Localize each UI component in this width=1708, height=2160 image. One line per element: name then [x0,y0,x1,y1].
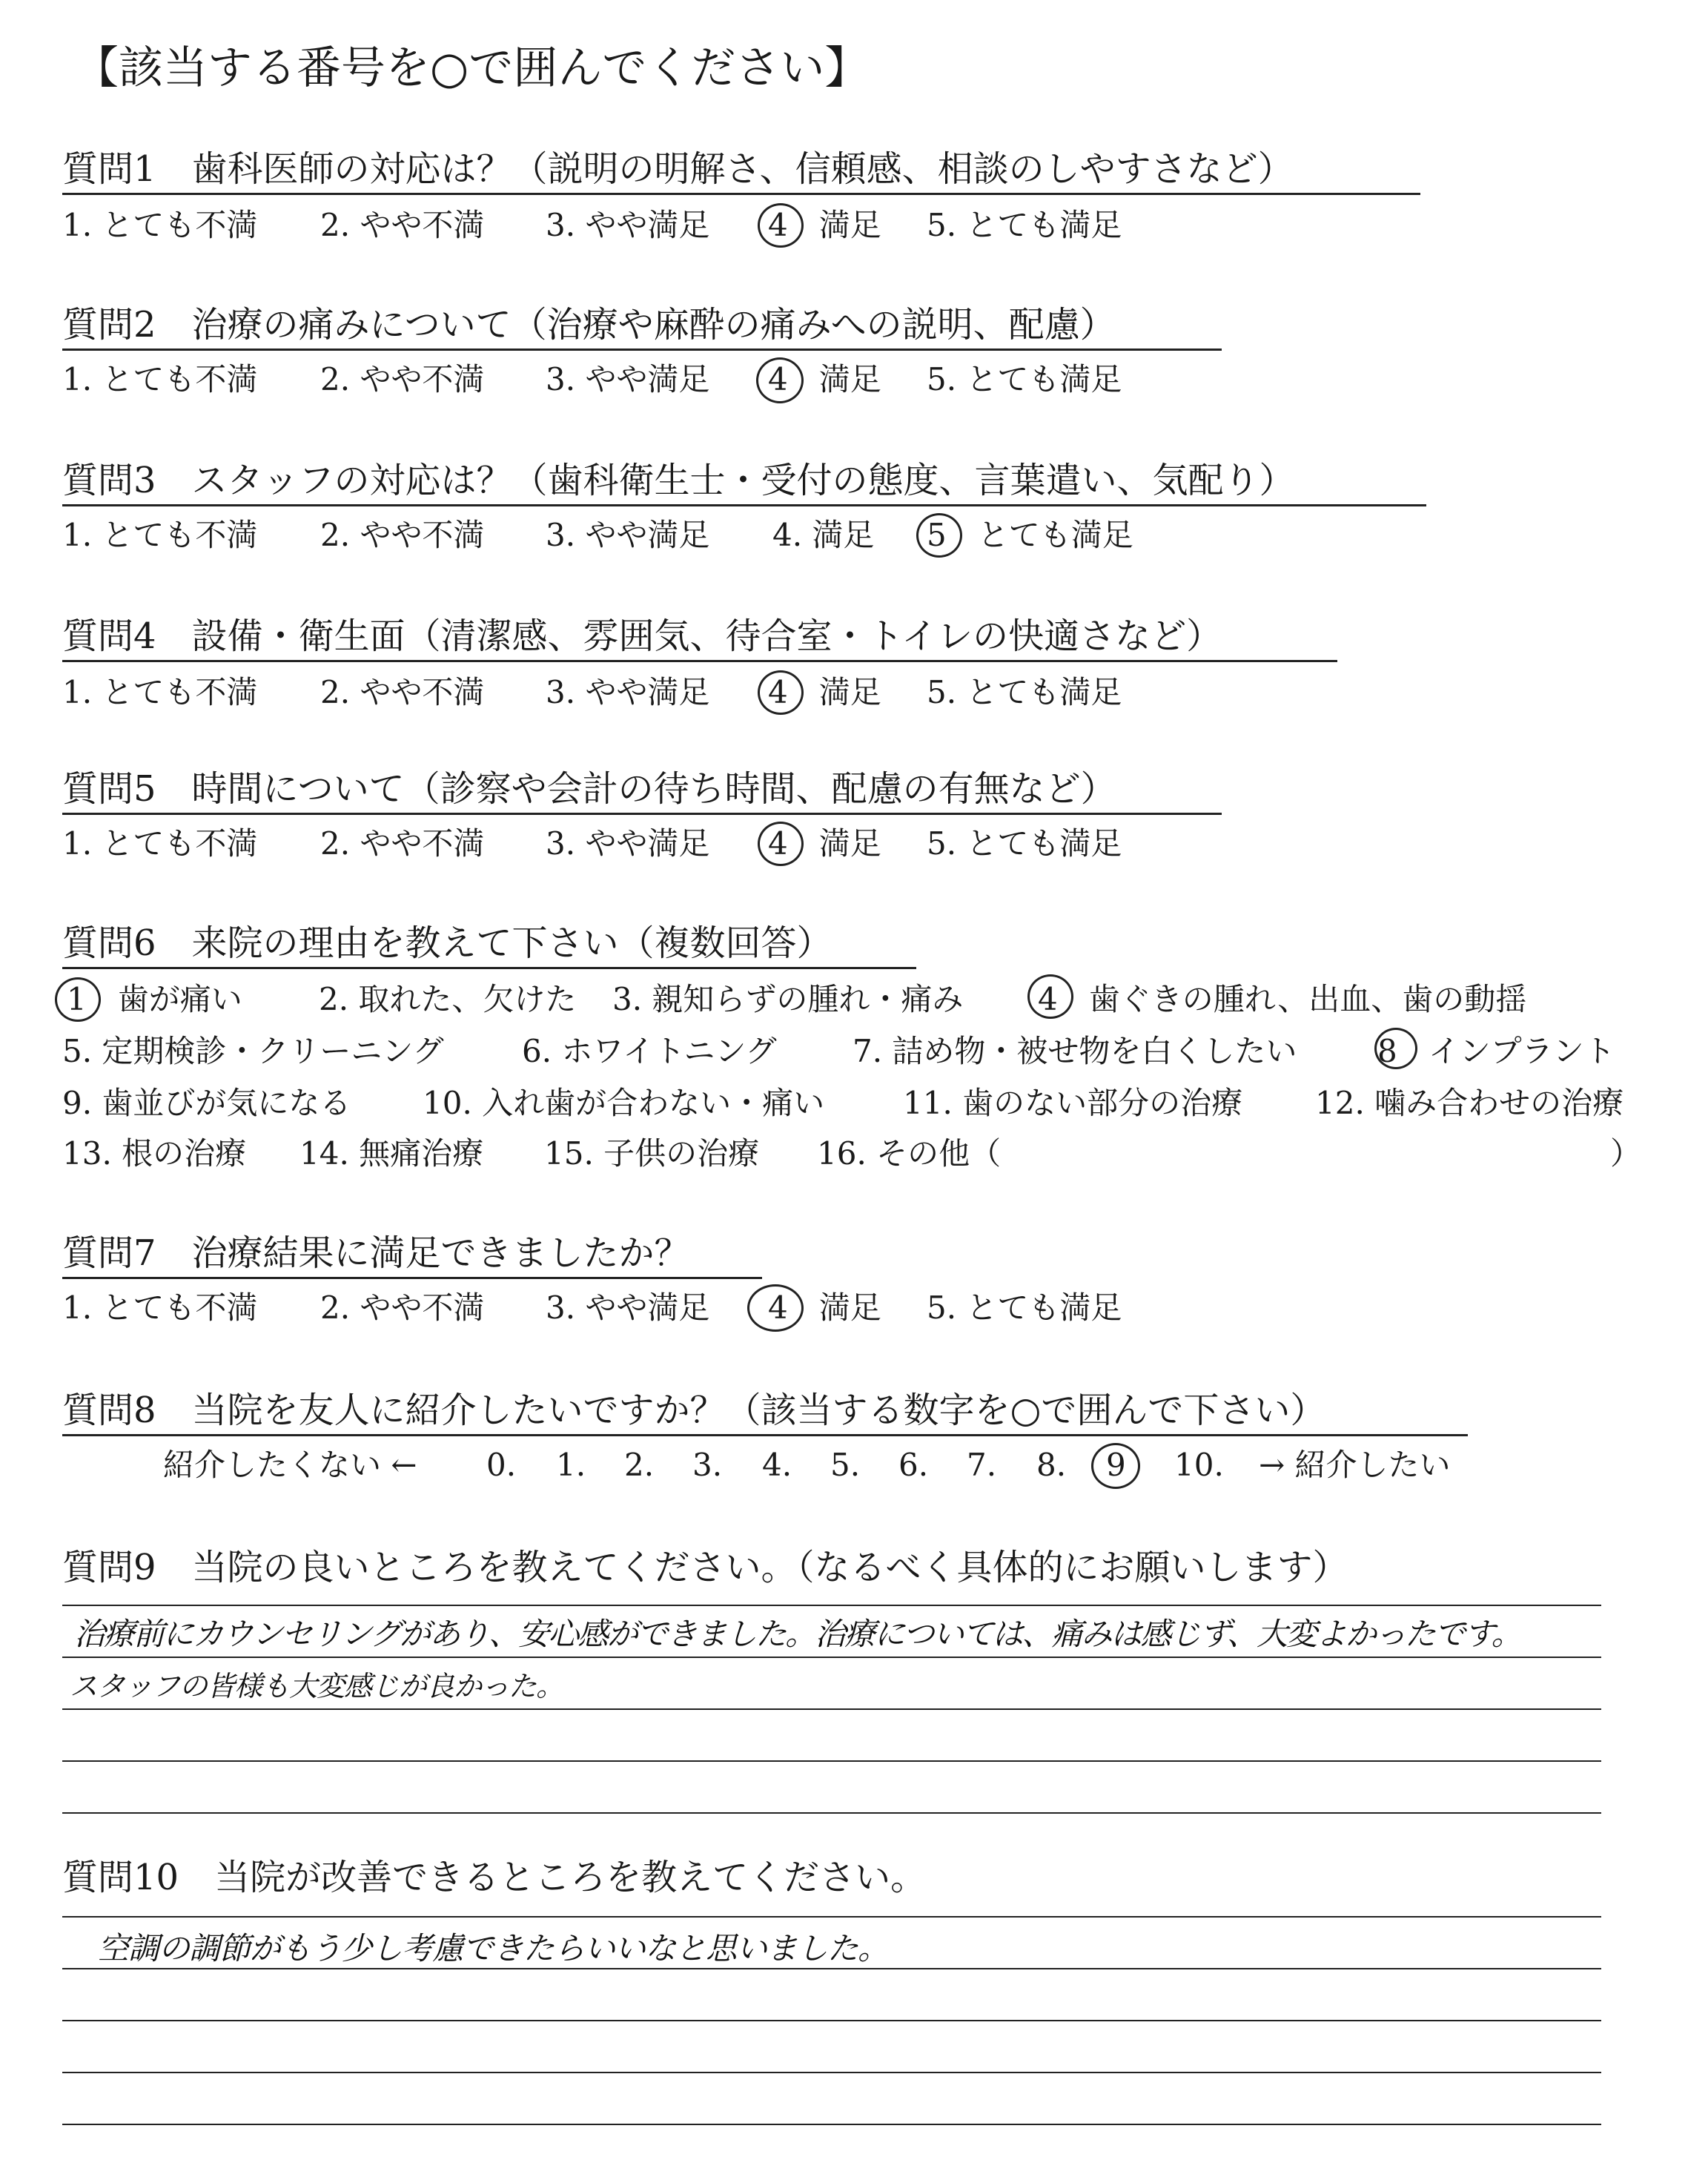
option-1[interactable]: 1. とても不満 [62,207,258,243]
question-1-options [62,205,1248,246]
option-3[interactable]: 3. やや満足 [546,361,710,397]
option-4[interactable]: 4 満足 [768,361,881,397]
question-10-title: 質問10 当院が改善できるところを教えてください。 [62,1857,927,1898]
scale-6[interactable]: 6. [898,1447,929,1483]
scale-8[interactable]: 8. [1036,1447,1067,1483]
reason-16-close-paren: ） [1610,1135,1642,1172]
option-5[interactable]: 5 とても満足 [927,517,1133,553]
question-7-title: 質問7 治療結果に満足できましたか？ [62,1229,762,1279]
question-8-title: 質問8 当院を友人に紹介したいですか？（該当する数字を○で囲んで下さい） [62,1387,1468,1436]
reason-3[interactable]: 3. 親知らずの腫れ・痛み [612,981,964,1017]
option-3[interactable]: 3. やや満足 [546,825,710,862]
selected-circle-mark [758,822,804,866]
question-5-title: 質問5 時間について（診察や会計の待ち時間、配慮の有無など） [62,765,1222,815]
option-1[interactable]: 1. とても不満 [62,825,258,862]
question-5-options [62,823,1248,865]
selected-circle-mark [1374,1028,1417,1069]
scale-left-label: 紹介したくない ← [163,1447,417,1483]
answer-line [62,1657,1601,1658]
reason-10[interactable]: 10. 入れ歯が合わない・痛い [423,1085,825,1121]
scale-7[interactable]: 7. [967,1447,997,1483]
option-1[interactable]: 1. とても不満 [62,1289,258,1326]
option-2[interactable]: 2. やや不満 [320,825,485,862]
scale-0[interactable]: 0. [486,1447,517,1483]
question-6-row-4 [62,1133,1664,1175]
reason-11[interactable]: 11. 歯のない部分の治療 [903,1085,1243,1121]
option-2[interactable]: 2. やや不満 [320,207,485,243]
selected-circle-mark [758,670,804,715]
answer-line [62,1605,1601,1606]
question-4-title: 質問4 設備・衛生面（清潔感、雰囲気、待合室・トイレの快適さなど） [62,612,1337,662]
reason-9[interactable]: 9. 歯並びが気になる [62,1085,351,1121]
reason-8[interactable]: 8 インプラント [1377,1033,1615,1069]
selected-circle-mark [1091,1443,1140,1489]
reason-15[interactable]: 15. 子供の治療 [544,1135,760,1172]
question-6-row-3 [62,1083,1664,1124]
question-7-options [62,1287,1248,1329]
reason-4[interactable]: 4 歯ぐきの腫れ、出血、歯の動揺 [1038,981,1527,1017]
selected-circle-mark [747,1284,804,1332]
option-5[interactable]: 5. とても満足 [927,1289,1122,1326]
option-4[interactable]: 4. 満足 [772,517,875,553]
scale-3[interactable]: 3. [692,1447,723,1483]
answer-line [62,1760,1601,1762]
option-4[interactable]: 4 満足 [768,674,881,710]
question-3-options [62,515,1248,556]
option-2[interactable]: 2. やや不満 [320,674,485,710]
option-2[interactable]: 2. やや不満 [320,1289,485,1326]
option-3[interactable]: 3. やや満足 [546,207,710,243]
reason-1[interactable]: 1 歯が痛い [67,981,242,1017]
question-6-row-2 [62,1031,1664,1072]
option-4[interactable]: 4 満足 [768,825,881,862]
option-3[interactable]: 3. やや満足 [546,1289,710,1326]
option-3[interactable]: 3. やや満足 [546,674,710,710]
scale-2[interactable]: 2. [624,1447,655,1483]
reason-13[interactable]: 13. 根の治療 [62,1135,247,1172]
selected-circle-mark [1027,974,1073,1019]
option-3[interactable]: 3. やや満足 [546,517,710,553]
scale-10[interactable]: 10. [1174,1447,1224,1483]
reason-2[interactable]: 2. 取れた、欠けた [319,981,577,1017]
option-1[interactable]: 1. とても不満 [62,361,258,397]
answer-line [62,1916,1601,1918]
question-2-options [62,359,1248,400]
answer-line [62,2072,1601,2073]
option-1[interactable]: 1. とても不満 [62,674,258,710]
question-6-row-1 [62,979,1664,1020]
reason-6[interactable]: 6. ホワイトニング [522,1033,777,1069]
option-5[interactable]: 5. とても満足 [927,825,1122,862]
reason-5[interactable]: 5. 定期検診・クリーニング [62,1033,444,1069]
question-6-title: 質問6 来院の理由を教えて下さい（複数回答） [62,919,916,969]
answer-line [62,2020,1601,2021]
question-10-answer-line-1[interactable]: 空調の調節がもう少し考慮できたらいいなと思いました。 [98,1930,889,1966]
question-4-options [62,672,1248,713]
answer-line [62,2124,1601,2125]
referral-scale [163,1444,1497,1486]
scale-9[interactable]: 9 [1106,1447,1126,1483]
question-9-answer-line-2[interactable]: スタッフの皆様も大変感じが良かった。 [70,1670,564,1702]
scale-1[interactable]: 1. [556,1447,586,1483]
option-5[interactable]: 5. とても満足 [927,207,1122,243]
question-3-title: 質問3 スタッフの対応は？（歯科衛生士・受付の態度、言葉遣い、気配り） [62,457,1426,506]
question-2-title: 質問2 治療の痛みについて（治療や麻酔の痛みへの説明、配慮） [62,301,1222,351]
reason-14[interactable]: 14. 無痛治療 [299,1135,484,1172]
option-1[interactable]: 1. とても不満 [62,517,258,553]
selected-circle-mark [758,203,804,248]
reason-16[interactable]: 16. その他（ [817,1135,1002,1172]
answer-line [62,1708,1601,1710]
option-2[interactable]: 2. やや不満 [320,517,485,553]
option-5[interactable]: 5. とても満足 [927,674,1122,710]
option-4[interactable]: 4 満足 [768,1289,881,1326]
question-9-answer-line-1[interactable]: 治療前にカウンセリングがあり、安心感ができました。治療については、痛みは感じず、大変よかったです。 [74,1616,1521,1652]
scale-4[interactable]: 4. [762,1447,792,1483]
scale-right-label: → 紹介したい [1259,1447,1451,1483]
option-4[interactable]: 4 満足 [768,207,881,243]
option-2[interactable]: 2. やや不満 [320,361,485,397]
answer-line [62,1812,1601,1814]
selected-circle-mark [756,357,804,403]
selected-circle-mark [55,977,101,1022]
option-5[interactable]: 5. とても満足 [927,361,1122,397]
reason-7[interactable]: 7. 詰め物・被せ物を白くしたい [853,1033,1297,1069]
question-9-title: 質問9 当院の良いところを教えてください。（なるべく具体的にお願いします） [62,1547,1348,1588]
reason-12[interactable]: 12. 噛み合わせの治療 [1315,1085,1624,1121]
scale-5[interactable]: 5. [830,1447,861,1483]
selected-circle-mark [916,513,962,558]
instruction-heading: 【該当する番号を○で囲んでください】 [74,42,870,94]
question-1-title: 質問1 歯科医師の対応は？（説明の明解さ、信頼感、相談のしやすさなど） [62,145,1420,195]
